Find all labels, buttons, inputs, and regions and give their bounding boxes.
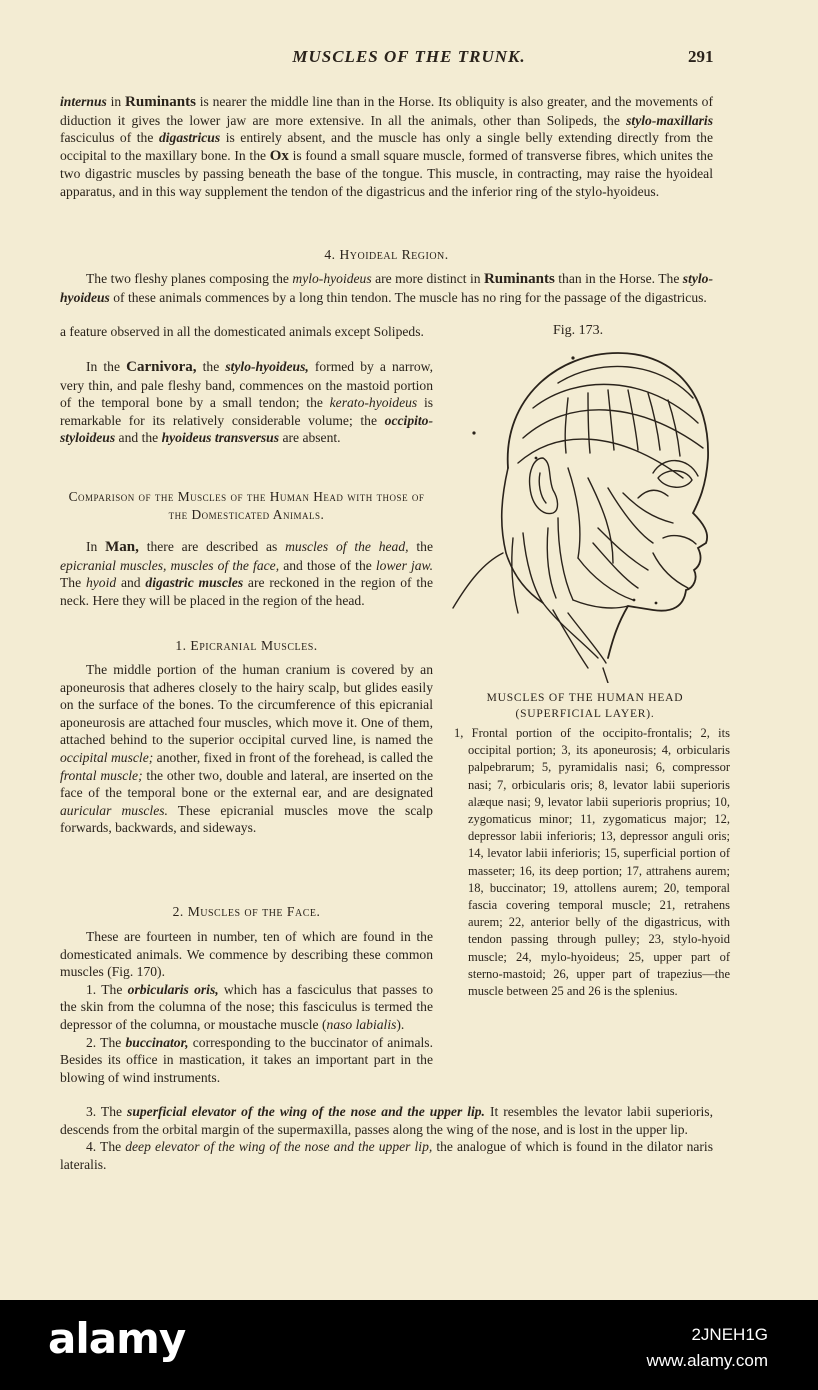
image-id: 2JNEH1G bbox=[691, 1325, 768, 1344]
epicranial-heading: 1. Epicranial Muscles. bbox=[175, 638, 318, 653]
face-heading: 2. Muscles of the Face. bbox=[172, 904, 321, 919]
figure-caption bbox=[470, 690, 700, 722]
text-run: 2. The bbox=[86, 1034, 126, 1050]
site-url: www.alamy.com bbox=[646, 1351, 768, 1370]
text-run: stylo-hyoideus bbox=[60, 271, 713, 305]
text-run: the other two, double and lateral, are inserted on the face of the temporal bone or the external ear, and are designated bbox=[60, 767, 433, 801]
orbicularis-text bbox=[60, 981, 433, 1034]
text-run: The two fleshy planes composing the bbox=[86, 271, 293, 286]
intro-text bbox=[60, 93, 713, 201]
text-run: kerato-hyoideus bbox=[329, 395, 418, 411]
text-run: Ox bbox=[269, 147, 289, 164]
text-run: the bbox=[408, 539, 433, 554]
text-run: formed by a narrow, very thin, and pale fleshy band, commences on the mastoid portion of the temporal bone by a small tendon; the bbox=[60, 359, 433, 411]
hyoideal-paragraph-cont bbox=[60, 323, 433, 341]
text-run: digastricus bbox=[158, 130, 221, 146]
text-run: a feature observed in all the domesticated animals except Solipeds. bbox=[60, 324, 424, 339]
text-run: In the bbox=[86, 359, 127, 374]
hyoideal-paragraph bbox=[60, 270, 713, 306]
text-run: hyoideus transversus bbox=[161, 430, 280, 446]
running-title: MUSCLES OF THE TRUNK. bbox=[292, 47, 526, 66]
text-run: muscles of the head, bbox=[285, 539, 409, 554]
text-run: lower jaw. bbox=[375, 557, 434, 573]
text-run: corresponding to the buccinator of animals. Besides its office in mastication, it takes an important part in the blowing of wind instruments. bbox=[60, 1034, 433, 1085]
text-run: is found a small square muscle, formed of transverse fibres, which unites the two digastric muscles by passing beneath the base of the tongue. This muscle, in contracting, may raise the hyoideal apparatus, and in this way supplement the tendon of the digastricus and the inferior ring of the stylo-hyoideus. bbox=[60, 147, 713, 199]
buccinator-text bbox=[60, 1034, 433, 1087]
face-paragraphs bbox=[60, 928, 433, 1086]
text-run: The bbox=[60, 575, 86, 591]
text-run: Ruminants bbox=[125, 94, 196, 110]
text-run: superficial elevator of the wing of the nose and the upper lip. bbox=[127, 1104, 485, 1119]
text-run: and bbox=[116, 575, 146, 591]
text-run: internus bbox=[60, 94, 107, 109]
hyoideal-text bbox=[60, 270, 713, 306]
head-muscle-illustration bbox=[448, 338, 718, 683]
text-run: 1. The bbox=[86, 981, 128, 997]
text-run: It resembles the levator labii superioris, descends from the orbital margin of the supermaxilla, passes along the wing of the nose, and is lost in the upper lip. bbox=[60, 1104, 713, 1137]
epicranial-paragraph bbox=[60, 661, 433, 837]
text-run: occipito-styloideus bbox=[60, 412, 433, 446]
text-run: 4. The bbox=[86, 1139, 126, 1155]
text-run: epicranial muscles, muscles of the face, bbox=[60, 557, 280, 573]
text-run: another, fixed in front of the forehead, is called the bbox=[153, 749, 433, 765]
text-run: orbicularis oris, bbox=[127, 981, 219, 997]
face-paragraphs-full bbox=[60, 1103, 713, 1173]
superficial-elevator-text bbox=[60, 1103, 713, 1138]
text-run: These are fourteen in number, ten of which are found in the domesticated animals. We commence by describing these common muscles (Fig. 170). bbox=[60, 929, 433, 980]
comparison-heading: Comparison of the Muscles of the Human Head with those of the Domesticated Animals. bbox=[68, 489, 425, 522]
deep-elevator-text bbox=[60, 1138, 713, 1173]
text-run: Ruminants bbox=[483, 271, 555, 287]
figure-label: Fig. 173. bbox=[553, 323, 604, 338]
text-run: digastric muscles bbox=[145, 575, 244, 591]
text-run: auricular muscles. bbox=[60, 802, 168, 818]
text-run: in bbox=[106, 94, 126, 109]
text-run: These epicranial muscles move the scalp forwards, backwards, and sideways. bbox=[60, 802, 433, 836]
figure-caption-line1: MUSCLES OF THE HUMAN HEAD bbox=[486, 692, 684, 704]
text-run: are more distinct in bbox=[371, 271, 484, 286]
text-run: hyoid bbox=[85, 575, 117, 591]
text-run: is entirely absent, and the muscle has only a single belly extending directly from the occipital to the maxillary bone. In the bbox=[60, 130, 713, 163]
text-run: than in the Horse. The bbox=[554, 271, 683, 286]
text-run: stylo-hyoideus, bbox=[225, 359, 309, 374]
figure-legend: 1, Frontal portion of the occipito-frontalis; 2, its occipital portion; 3, its aponeurosis; 4, orbicularis palpebrarum; 5, pyramidalis nasi; 6, compressor nasi; 7, orbicularis oris; 8, levator labii superioris alæque nasi; 9, levator labii superioris proprius; 10, zygomaticus minor; 11, zygomaticus major; 12, depressor labii inferioris; 13, depressor anguli oris; 14, levator labii inferioris; 15, superficial portion of masseter; 16, its deep portion; 17, attrahens aurem; 18, buccinator; 19, attollens aurem; 20, temporal fascia covering temporal muscle; 21, retrahens aurem; 22, anterior belly of the digastricus, with tendon passing through pulley; 23, stylo-hyoid muscle; 24, mylo-hyoideus; 25, upper part of sterno-mastoid; 26, upper part of trapezius—the muscle between 25 and 26 is the splenius. bbox=[454, 726, 730, 999]
text-run: the analogue of which is found in the dilator naris lateralis. bbox=[60, 1139, 713, 1172]
text-run: 3. The bbox=[86, 1104, 128, 1119]
text-run: frontal muscle; bbox=[60, 767, 143, 783]
intro-paragraph bbox=[60, 93, 713, 201]
text-run: fasciculus of the bbox=[60, 130, 159, 146]
text-run: deep elevator of the wing of the nose and the upper lip, bbox=[125, 1139, 433, 1155]
text-run: which has a fasciculus that passes to the skin from the columna of the nose; this fasciculus is termed the depressor of the columna, or moustache muscle ( bbox=[60, 981, 433, 1032]
man-paragraph bbox=[60, 538, 433, 609]
text-run: Carnivora, bbox=[126, 359, 197, 375]
text-run: naso labialis bbox=[326, 1016, 397, 1032]
hyoideal-text-cont bbox=[60, 323, 433, 341]
text-run: is remarkable for its relatively considerable volume; the bbox=[60, 395, 434, 428]
text-run: are absent. bbox=[279, 430, 341, 446]
alamy-logo: alamy bbox=[48, 1314, 186, 1363]
carnivora-text bbox=[60, 358, 433, 447]
page-number: 291 bbox=[688, 47, 714, 66]
text-run: ). bbox=[396, 1016, 405, 1032]
text-run: of these animals commences by a long thin tendon. The muscle has no ring for the passage of the digastricus. bbox=[109, 289, 707, 305]
text-run: mylo-hyoideus bbox=[292, 271, 372, 286]
text-run: and those of the bbox=[279, 557, 376, 573]
face-intro-text bbox=[60, 928, 433, 981]
epicranial-text bbox=[60, 661, 433, 837]
man-text bbox=[60, 538, 433, 609]
text-run: and the bbox=[115, 430, 162, 446]
text-run: the bbox=[196, 359, 226, 374]
text-run: Man, bbox=[105, 539, 139, 555]
carnivora-paragraph bbox=[60, 358, 433, 447]
text-run: The middle portion of the human cranium is covered by an aponeurosis that adheres closely to the hairy scalp, but glides easily on the surface of the bones. To the circumference of this epicranial aponeurosis are attached four muscles, which move it. One of them, attached behind to the superior occipital curved line, is named the bbox=[60, 662, 433, 748]
hyoideal-region-heading: 4. Hyoideal Region. bbox=[324, 247, 449, 262]
text-run: stylo-maxillaris bbox=[626, 112, 713, 128]
text-run: buccinator, bbox=[125, 1034, 189, 1050]
text-run: is nearer the middle line than in the Horse. Its obliquity is also greater, and the movements of diduction it gives the lower jaw are more extensive. In all the animals, other than Solipeds, the bbox=[60, 94, 713, 128]
text-run: In bbox=[86, 539, 106, 554]
text-run: there are described as bbox=[138, 539, 286, 554]
footer-id-block bbox=[646, 1322, 768, 1374]
text-run: are reckoned in the region of the neck. Here they will be placed in the region of the head. bbox=[60, 575, 433, 608]
watermark-footer bbox=[0, 1300, 818, 1390]
text-run: occipital muscle; bbox=[60, 749, 154, 765]
figure-caption-line2: (SUPERFICIAL LAYER). bbox=[515, 708, 655, 720]
